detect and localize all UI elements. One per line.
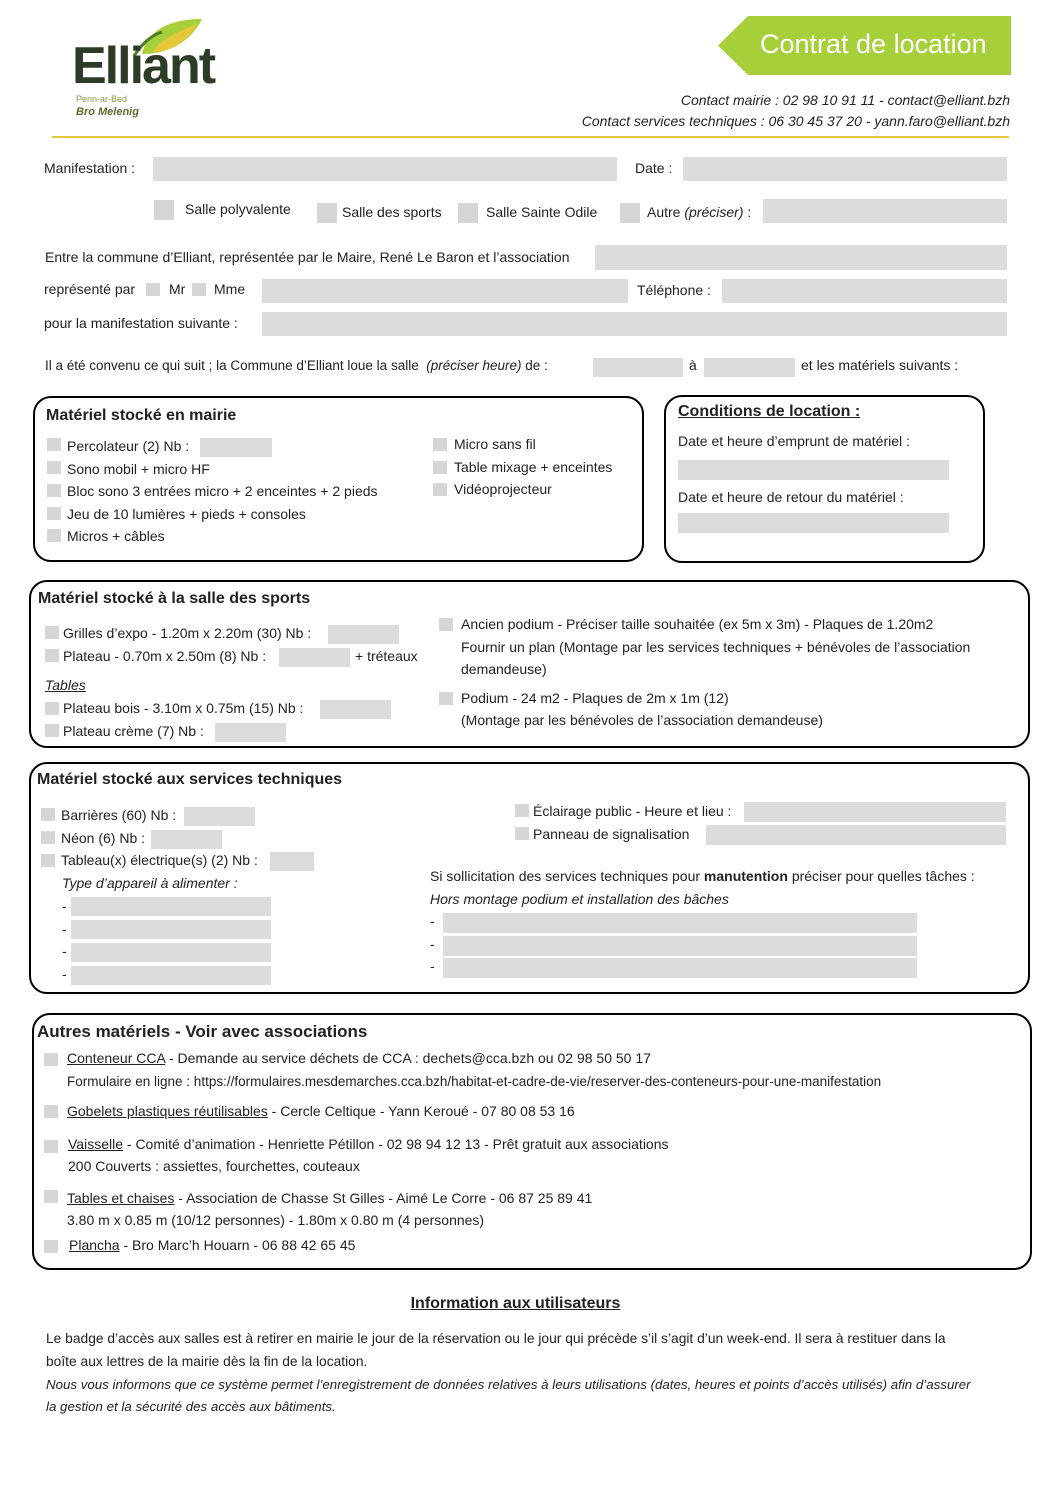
mr-checkbox[interactable] bbox=[146, 283, 160, 296]
table-mixage-label: Table mixage + enceintes bbox=[454, 459, 613, 475]
treteaux-label: + tréteaux bbox=[355, 648, 418, 664]
vaisselle-checkbox[interactable] bbox=[44, 1140, 58, 1153]
contact-tech: Contact services techniques : 06 30 45 37 20 - yann.faro@elliant.bzh bbox=[581, 113, 1010, 129]
autres-title: Autres matériels - Voir avec associations bbox=[37, 1022, 368, 1041]
barrieres-nb-input[interactable] bbox=[184, 807, 255, 826]
date-input[interactable] bbox=[683, 157, 1007, 181]
plancha-checkbox[interactable] bbox=[44, 1240, 58, 1253]
tableau-label: Tableau(x) électrique(s) (2) Nb : bbox=[61, 852, 258, 868]
page-title: Contrat de location bbox=[760, 29, 987, 59]
eclairage-label: Éclairage public - Heure et lieu : bbox=[533, 803, 732, 819]
appareil-input-1[interactable] bbox=[71, 897, 271, 916]
plateau-creme-checkbox[interactable] bbox=[45, 724, 59, 737]
tableau-nb-input[interactable] bbox=[270, 852, 314, 871]
type-appareil-label: Type d’appareil à alimenter : bbox=[62, 875, 238, 891]
plateau-bois-nb-input[interactable] bbox=[320, 700, 391, 719]
retour-label: Date et heure de retour du matériel : bbox=[678, 489, 904, 505]
salle-sainte-odile-label: Salle Sainte Odile bbox=[486, 204, 598, 220]
materiels-suivants-label: et les matériels suivants : bbox=[801, 357, 959, 373]
lumieres-label: Jeu de 10 lumières + pieds + consoles bbox=[67, 506, 306, 522]
appareil-dash-4: - bbox=[62, 966, 67, 982]
grilles-nb-input[interactable] bbox=[328, 625, 399, 644]
appareil-dash-1: - bbox=[62, 898, 67, 914]
a-label: à bbox=[689, 357, 697, 373]
represente-par-label: représenté par bbox=[44, 281, 136, 297]
tache-dash-1: - bbox=[430, 913, 435, 929]
bloc-sono-label: Bloc sono 3 entrées micro + 2 enceintes + 2 pieds bbox=[67, 483, 378, 499]
gobelets-checkbox[interactable] bbox=[44, 1105, 58, 1118]
tableau-checkbox[interactable] bbox=[41, 854, 55, 867]
micro-sans-fil-checkbox[interactable] bbox=[433, 438, 447, 451]
plateau-creme-label: Plateau crème (7) Nb : bbox=[63, 723, 204, 739]
tache-input-2[interactable] bbox=[443, 936, 917, 956]
info-line1: Le badge d’accès aux salles est à retirer en mairie le jour de la réservation ou le jour qui précède s’il s’agit d’un week-end. Il sera à restituer dans la bbox=[46, 1331, 946, 1346]
autre-input[interactable] bbox=[763, 199, 1007, 223]
info-line4: la gestion et la sécurité des accès aux bâtiments. bbox=[46, 1399, 336, 1414]
mr-label: Mr bbox=[169, 281, 186, 297]
barrieres-label: Barrières (60) Nb : bbox=[61, 807, 177, 823]
grilles-label: Grilles d’expo - 1.20m x 2.20m (30) Nb : bbox=[63, 625, 312, 641]
emprunt-label: Date et heure d’emprunt de matériel : bbox=[678, 433, 910, 449]
hors-montage-text: Hors montage podium et installation des bâches bbox=[430, 891, 729, 907]
tache-input-1[interactable] bbox=[443, 913, 917, 933]
appareil-dash-3: - bbox=[62, 943, 67, 959]
gobelets-line: Gobelets plastiques réutilisables - Cercle Celtique - Yann Keroué - 07 80 08 53 16 bbox=[67, 1103, 575, 1119]
table-mixage-checkbox[interactable] bbox=[433, 461, 447, 474]
representant-input[interactable] bbox=[262, 279, 628, 303]
vaisselle-line2: 200 Couverts : assiettes, fourchettes, couteaux bbox=[68, 1158, 360, 1174]
ancien-podium-line2: Fournir un plan (Montage par les services techniques + bénévoles de l’association bbox=[461, 639, 971, 655]
header-separator bbox=[52, 136, 1009, 138]
appareil-input-4[interactable] bbox=[71, 966, 271, 985]
conteneur-checkbox[interactable] bbox=[44, 1053, 58, 1066]
association-input[interactable] bbox=[595, 245, 1007, 270]
heure-debut-input[interactable] bbox=[593, 358, 683, 377]
contact-mairie: Contact mairie : 02 98 10 91 11 - contact@elliant.bzh bbox=[680, 92, 1010, 108]
salle-sports-checkbox[interactable] bbox=[317, 203, 337, 223]
autre-label: Autre (préciser) : bbox=[647, 204, 752, 220]
plateau-nb-input[interactable] bbox=[279, 648, 350, 667]
percolateur-nb-input[interactable] bbox=[200, 438, 272, 457]
logo-sub1: Penn-ar-Bed bbox=[76, 94, 128, 104]
percolateur-checkbox[interactable] bbox=[47, 438, 61, 451]
manifestation-input[interactable] bbox=[153, 157, 617, 181]
tables-label: Tables bbox=[45, 677, 86, 693]
eclairage-input[interactable] bbox=[744, 802, 1006, 822]
manif-suivante-label: pour la manifestation suivante : bbox=[44, 315, 238, 331]
mairie-title: Matériel stocké en mairie bbox=[46, 407, 237, 424]
salle-polyvalente-checkbox[interactable] bbox=[154, 200, 174, 220]
entre-text: Entre la commune d’Elliant, représentée par le Maire, René Le Baron et l’association bbox=[45, 249, 570, 265]
date-label: Date : bbox=[635, 160, 673, 176]
panneau-input[interactable] bbox=[706, 825, 1006, 845]
grilles-checkbox[interactable] bbox=[45, 626, 59, 639]
conteneur-line1: Conteneur CCA - Demande au service déchets de CCA : dechets@cca.bzh ou 02 98 50 50 17 bbox=[67, 1050, 651, 1066]
micros-checkbox[interactable] bbox=[47, 529, 61, 542]
videoprojecteur-checkbox[interactable] bbox=[433, 483, 447, 496]
salle-sports-label: Salle des sports bbox=[342, 204, 442, 220]
percolateur-label: Percolateur (2) Nb : bbox=[67, 438, 190, 454]
mme-checkbox[interactable] bbox=[192, 283, 206, 296]
plancha-line: Plancha - Bro Marc’h Houarn - 06 88 42 65 45 bbox=[69, 1237, 356, 1253]
mme-label: Mme bbox=[214, 281, 246, 297]
retour-input[interactable] bbox=[678, 513, 949, 533]
plateau-checkbox[interactable] bbox=[45, 649, 59, 662]
telephone-label: Téléphone : bbox=[637, 282, 711, 298]
convenu-text: Il a été convenu ce qui suit ; la Commune d’Elliant loue la salle (préciser heure) de : bbox=[45, 358, 548, 373]
podium-checkbox[interactable] bbox=[439, 692, 453, 705]
manifestation-label: Manifestation : bbox=[44, 160, 136, 176]
neon-label: Néon (6) Nb : bbox=[61, 830, 146, 846]
manif-suivante-input[interactable] bbox=[262, 312, 1007, 336]
panneau-checkbox[interactable] bbox=[515, 827, 529, 840]
telephone-input[interactable] bbox=[722, 279, 1007, 303]
neon-checkbox[interactable] bbox=[41, 831, 55, 844]
autre-checkbox[interactable] bbox=[620, 203, 640, 223]
tache-dash-2: - bbox=[430, 936, 435, 952]
logo bbox=[70, 14, 215, 124]
plateau-bois-checkbox[interactable] bbox=[45, 702, 59, 715]
lumieres-checkbox[interactable] bbox=[47, 507, 61, 520]
ancien-podium-checkbox[interactable] bbox=[439, 618, 453, 631]
heure-fin-input[interactable] bbox=[704, 358, 795, 377]
plateau-bois-label: Plateau bois - 3.10m x 0.75m (15) Nb : bbox=[63, 700, 304, 716]
appareil-input-3[interactable] bbox=[71, 943, 271, 962]
micros-label: Micros + câbles bbox=[67, 528, 165, 544]
ancien-podium-line1: Ancien podium - Préciser taille souhaitée (ex 5m x 3m) - Plaques de 1.20m2 bbox=[461, 616, 934, 632]
info-line3: Nous vous informons que ce système permet l’enregistrement de données relatives à leurs utilisations (dates, heures et points d’accès utilisés) afin d’assurer bbox=[46, 1377, 971, 1392]
micro-sans-fil-label: Micro sans fil bbox=[454, 436, 536, 452]
logo-sub2: Bro Melenig bbox=[76, 106, 139, 118]
logo-main: Elliant bbox=[72, 37, 215, 95]
plateau-label: Plateau - 0.70m x 2.50m (8) Nb : bbox=[63, 648, 267, 664]
tables-chaises-checkbox[interactable] bbox=[44, 1190, 58, 1203]
podium-line2: (Montage par les bénévoles de l’association demandeuse) bbox=[461, 712, 823, 728]
appareil-input-2[interactable] bbox=[71, 920, 271, 939]
podium-line1: Podium - 24 m2 - Plaques de 2m x 1m (12) bbox=[461, 690, 729, 706]
vaisselle-line1: Vaisselle - Comité d’animation - Henriette Pétillon - 02 98 94 12 13 - Prêt gratuit aux associations bbox=[68, 1136, 669, 1152]
panneau-label: Panneau de signalisation bbox=[533, 826, 690, 842]
sono-mobil-label: Sono mobil + micro HF bbox=[67, 461, 210, 477]
appareil-dash-2: - bbox=[62, 921, 67, 937]
salle-sainte-odile-checkbox[interactable] bbox=[458, 203, 478, 223]
tables-chaises-line1: Tables et chaises - Association de Chasse St Gilles - Aimé Le Corre - 06 87 25 89 41 bbox=[67, 1190, 593, 1206]
emprunt-input[interactable] bbox=[678, 460, 949, 480]
ancien-podium-line3: demandeuse) bbox=[461, 661, 547, 677]
tables-chaises-line2: 3.80 m x 0.85 m (10/12 personnes) - 1.80m x 0.80 m (4 personnes) bbox=[67, 1212, 485, 1228]
videoprojecteur-label: Vidéoprojecteur bbox=[454, 481, 552, 497]
eclairage-checkbox[interactable] bbox=[515, 804, 529, 817]
sono-mobil-checkbox[interactable] bbox=[47, 461, 61, 474]
plateau-creme-nb-input[interactable] bbox=[215, 723, 286, 742]
barrieres-checkbox[interactable] bbox=[41, 808, 55, 821]
neon-nb-input[interactable] bbox=[151, 830, 222, 849]
conditions-title: Conditions de location : bbox=[678, 403, 861, 420]
tache-dash-3: - bbox=[430, 958, 435, 974]
techniques-title: Matériel stocké aux services techniques bbox=[37, 771, 343, 788]
salle-polyvalente-label: Salle polyvalente bbox=[185, 201, 291, 217]
info-line2: boîte aux lettres de la mairie dès la fin de la location. bbox=[46, 1354, 368, 1369]
title-banner bbox=[718, 16, 1011, 75]
sollicitation-text: Si sollicitation des services techniques pour manutention préciser pour quelles tâches : bbox=[430, 868, 975, 884]
sports-title: Matériel stocké à la salle des sports bbox=[38, 590, 311, 607]
bloc-sono-checkbox[interactable] bbox=[47, 484, 61, 497]
info-title: Information aux utilisateurs bbox=[410, 1295, 621, 1312]
conteneur-line2: Formulaire en ligne : https://formulaires.mesdemarches.cca.bzh/habitat-et-cadre-de-vie/reserver-des-conteneurs-pour-une-manifestation bbox=[67, 1074, 882, 1089]
tache-input-3[interactable] bbox=[443, 958, 917, 978]
